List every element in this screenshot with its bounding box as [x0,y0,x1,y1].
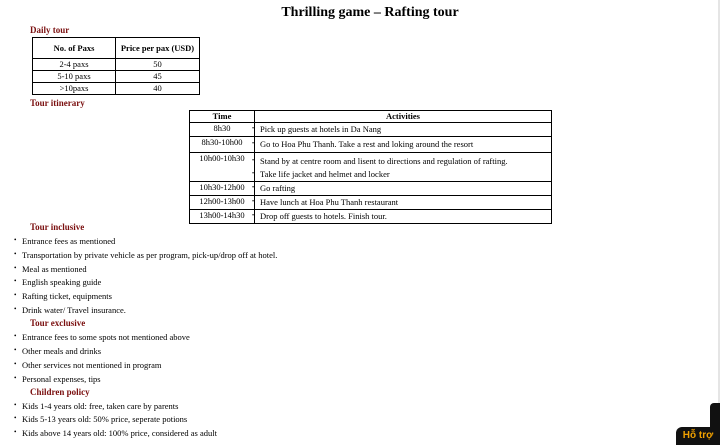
itinerary-heading: Tour itinerary [30,98,85,108]
help-tab[interactable] [710,403,720,427]
list-item: • Kids 1-4 years old: free, taken care by parents [22,401,178,411]
list-item: • English speaking guide [22,277,101,287]
table-row [190,182,552,196]
time-cell: 8h30 [190,123,255,137]
list-item: • Kids 5-13 years old: 50% price, seperate potions [22,414,187,424]
time-cell: 12h00-13h00 [190,196,255,210]
activity-text: • Go to Hoa Phu Thanh. Take a rest and loking around the resort [258,137,551,152]
time-cell: 13h00-14h30 [190,210,255,224]
list-item: • Transportation by private vehicle as per program, pick-up/drop off at hotel. [22,250,277,260]
paxs-column-header: No. of Paxs [33,38,116,59]
activity-text: • Take life jacket and helmet and locker [258,167,551,181]
exclusive-heading: Tour exclusive [30,318,86,328]
list-item: • Drink water/ Travel insurance. [22,305,126,315]
list-item: • Kids above 14 years old: 100% price, considered as adult [22,428,217,438]
table-row [33,59,200,71]
time-cell: 10h30-12h00 [190,182,255,196]
activity-text: • Have lunch at Hoa Phu Thanh restaurant [258,196,551,209]
activities-column-header: Activities [255,111,552,123]
list-item: • Other services not mentioned in program [22,360,162,370]
activity-text: • Stand by at centre room and lisent to directions and regulation of rafting. [258,153,551,167]
list-item: • Entrance fees to some spots not mentioned above [22,332,190,342]
children-heading: Children policy [30,387,90,397]
table-row [190,123,552,137]
list-item: • Rafting ticket, equipments [22,291,112,301]
time-cell: 10h00-10h30 [190,153,255,182]
activity-text: • Pick up guests at hotels in Da Nang [258,123,551,136]
inclusive-heading: Tour inclusive [30,222,85,232]
table-row [190,153,552,182]
price-table [32,37,200,95]
daily-tour-heading: Daily tour [30,25,70,35]
time-column-header: Time [190,111,255,123]
help-button[interactable]: Hỗ trợ [676,427,720,445]
table-row [190,137,552,153]
page-title: Thrilling game – Rafting tour [281,5,459,20]
price-cell: 45 [116,71,200,83]
paxs-cell: 5-10 paxs [33,71,116,83]
price-cell: 40 [116,83,200,95]
activity-text: • Go rafting [258,182,551,195]
price-column-header: Price per pax (USD) [116,38,200,59]
activity-text: • Drop off guests to hotels. Finish tour. [258,210,551,223]
list-item: • Other meals and drinks [22,346,101,356]
list-item: • Entrance fees as mentioned [22,236,115,246]
table-row [190,196,552,210]
price-cell: 50 [116,59,200,71]
table-row [190,210,552,224]
list-item: • Personal expenses, tips [22,374,101,384]
table-row [33,83,200,95]
paxs-cell: 2-4 paxs [33,59,116,71]
time-cell: 8h30-10h00 [190,137,255,153]
itinerary-table [189,110,552,224]
list-item: • Meal as mentioned [22,264,87,274]
table-row [33,71,200,83]
paxs-cell: >10paxs [33,83,116,95]
